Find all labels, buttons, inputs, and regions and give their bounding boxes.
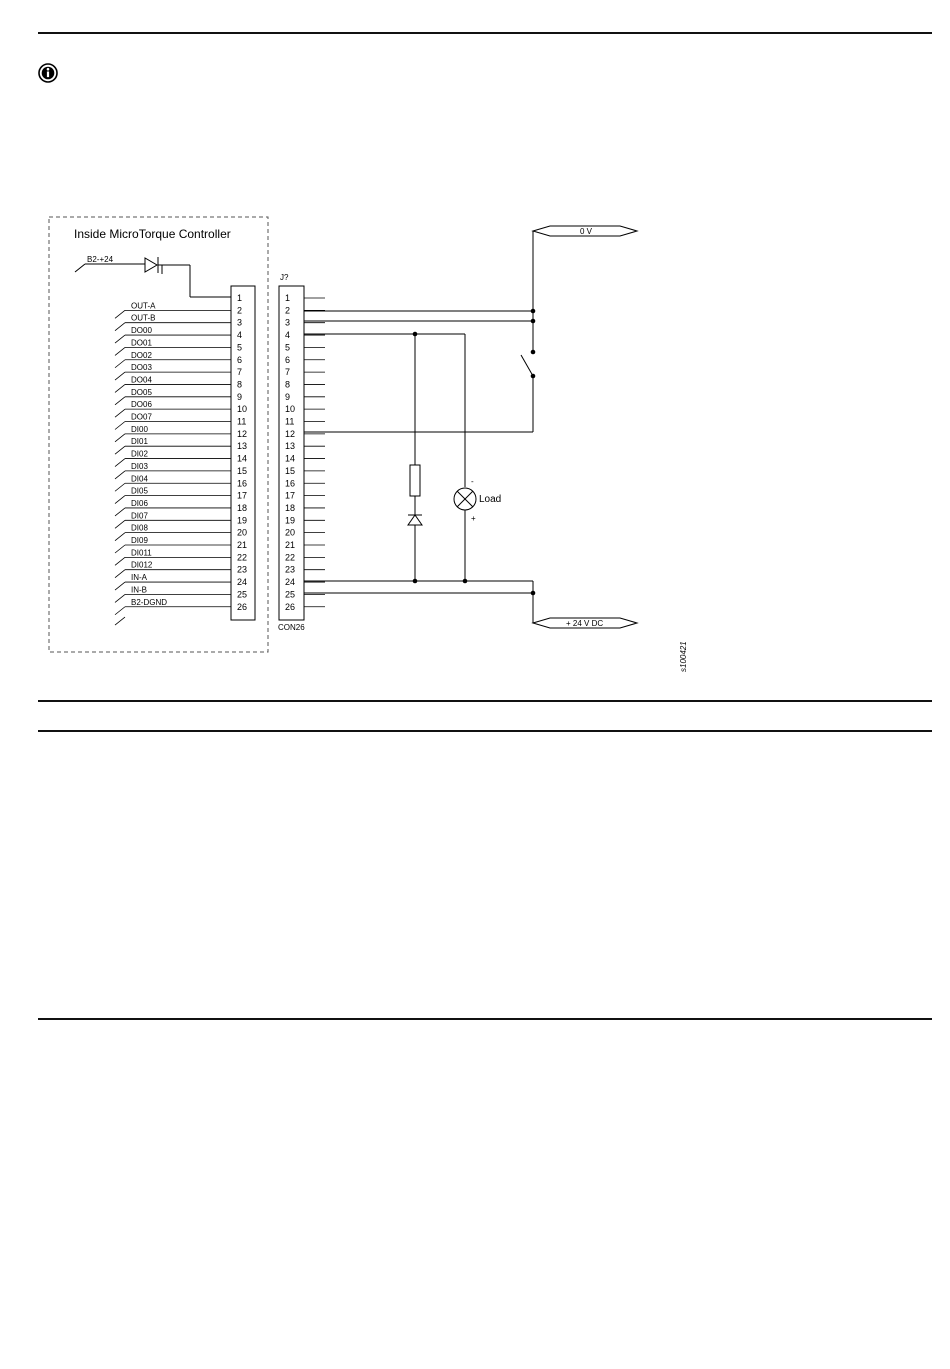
controller-pin-15: 15 <box>237 465 248 476</box>
signal-label: DI08 <box>131 523 148 533</box>
connector-pin-14: 14 <box>285 453 296 464</box>
rail-24v-label: + 24 V DC <box>566 619 604 628</box>
section-rule-1 <box>38 700 932 702</box>
connector-pin-10: 10 <box>285 404 296 415</box>
signal-label: DI09 <box>131 536 148 545</box>
connector-pin-21: 21 <box>285 540 296 550</box>
signal-label: DI02 <box>131 449 148 459</box>
signal-label: IN-A <box>131 573 147 583</box>
external-wiring <box>304 231 533 623</box>
signal-stub-end <box>115 617 125 625</box>
signal-label: DO06 <box>131 400 152 410</box>
controller-pin-16: 16 <box>237 478 248 489</box>
connector-pin-19: 19 <box>285 515 296 526</box>
signal-label: DO04 <box>131 375 152 385</box>
connector-pin-25: 25 <box>285 589 296 600</box>
controller-pin-14: 14 <box>237 453 248 464</box>
controller-pin-20: 20 <box>237 527 248 538</box>
section-rule-2 <box>38 730 932 732</box>
signal-label: DO02 <box>131 350 152 360</box>
connector-pin-9: 9 <box>285 391 291 402</box>
controller-pin-10: 10 <box>237 404 248 415</box>
controller-pin-5: 5 <box>237 342 243 353</box>
connector-pin-18: 18 <box>285 502 296 513</box>
signal-label: DI05 <box>131 486 148 496</box>
connector-name: J? <box>280 273 289 282</box>
signal-label: DI01 <box>131 437 148 447</box>
load-plus: + <box>471 514 476 523</box>
controller-pin-6: 6 <box>237 354 243 365</box>
signal-label: OUT-A <box>131 301 156 311</box>
signal-label: DO00 <box>131 326 152 336</box>
signal-label: DI011 <box>131 548 152 558</box>
signal-label: DI03 <box>131 461 148 471</box>
signal-label: DO05 <box>131 387 152 397</box>
connector-pin-stubs <box>304 298 325 607</box>
connector-pin-1: 1 <box>285 293 291 303</box>
signal-label: DI06 <box>131 498 148 508</box>
connector-pin-20: 20 <box>285 527 296 538</box>
controller-pin-19: 19 <box>237 515 248 526</box>
controller-pin-23: 23 <box>237 564 248 575</box>
connector-part: CON26 <box>278 623 305 632</box>
connector-pin-6: 6 <box>285 354 291 365</box>
signal-b2-dgnd <box>115 598 231 615</box>
controller-pin-22: 22 <box>237 552 248 563</box>
signal-label: IN-B <box>131 585 147 595</box>
signal-label: DI00 <box>131 424 148 434</box>
controller-boundary <box>49 217 268 652</box>
connector-pin-12: 12 <box>285 428 296 439</box>
controller-pin-2: 2 <box>237 305 243 316</box>
controller-title: Inside MicroTorque Controller <box>74 227 231 241</box>
controller-pin-18: 18 <box>237 502 248 513</box>
connector-pin-11: 11 <box>285 416 295 427</box>
connector-pin-7: 7 <box>285 367 291 378</box>
controller-pin-13: 13 <box>237 441 248 452</box>
controller-pin-4: 4 <box>237 330 243 341</box>
section-rule-3 <box>38 1018 932 1020</box>
supply-label: B2-+24 <box>87 255 114 264</box>
connector-pin-numbers <box>285 293 295 612</box>
connector-pin-5: 5 <box>285 342 291 353</box>
connector-pin-3: 3 <box>285 317 291 328</box>
load-label: Load <box>479 494 502 505</box>
top-rule <box>38 32 932 34</box>
signal-label: DI012 <box>131 560 153 570</box>
junction-dots <box>413 309 536 596</box>
connector-pin-4: 4 <box>285 330 291 341</box>
connector-pin-8: 8 <box>285 379 291 390</box>
signal-label: B2-DGND <box>131 597 168 607</box>
wiring-diagram <box>0 200 950 680</box>
connector-pin-2: 2 <box>285 305 291 316</box>
load-minus: - <box>471 477 474 486</box>
controller-pin-11: 11 <box>237 416 247 427</box>
connector-pin-16: 16 <box>285 478 296 489</box>
connector-pin-15: 15 <box>285 465 296 476</box>
connector-pin-24: 24 <box>285 577 296 588</box>
controller-pin-12: 12 <box>237 428 248 439</box>
controller-signal-lines <box>115 301 231 625</box>
controller-pin-17: 17 <box>237 490 248 501</box>
controller-pin-numbers <box>237 293 247 612</box>
controller-pin-1: 1 <box>237 293 243 303</box>
controller-pin-8: 8 <box>237 379 243 390</box>
connector-pin-26: 26 <box>285 601 296 612</box>
controller-pin-7: 7 <box>237 367 243 378</box>
rail-0v-label: 0 V <box>580 227 593 236</box>
controller-pin-9: 9 <box>237 391 243 402</box>
controller-pin-24: 24 <box>237 577 248 588</box>
signal-label: DO07 <box>131 412 152 422</box>
controller-pin-3: 3 <box>237 317 243 328</box>
controller-pin-26: 26 <box>237 601 248 612</box>
signal-label: DI04 <box>131 474 148 484</box>
connector-pin-23: 23 <box>285 564 296 575</box>
signal-label: DO01 <box>131 338 152 348</box>
controller-pin-21: 21 <box>237 540 248 550</box>
info-icon <box>38 63 58 83</box>
signal-label: DI07 <box>131 511 148 521</box>
controller-pin-25: 25 <box>237 589 248 600</box>
connector-pin-17: 17 <box>285 490 296 501</box>
signal-label: DO03 <box>131 363 152 373</box>
connector-pin-13: 13 <box>285 441 296 452</box>
signal-label: OUT-B <box>131 313 156 323</box>
figure-id: s100421 <box>679 641 688 672</box>
connector-pin-22: 22 <box>285 552 296 563</box>
